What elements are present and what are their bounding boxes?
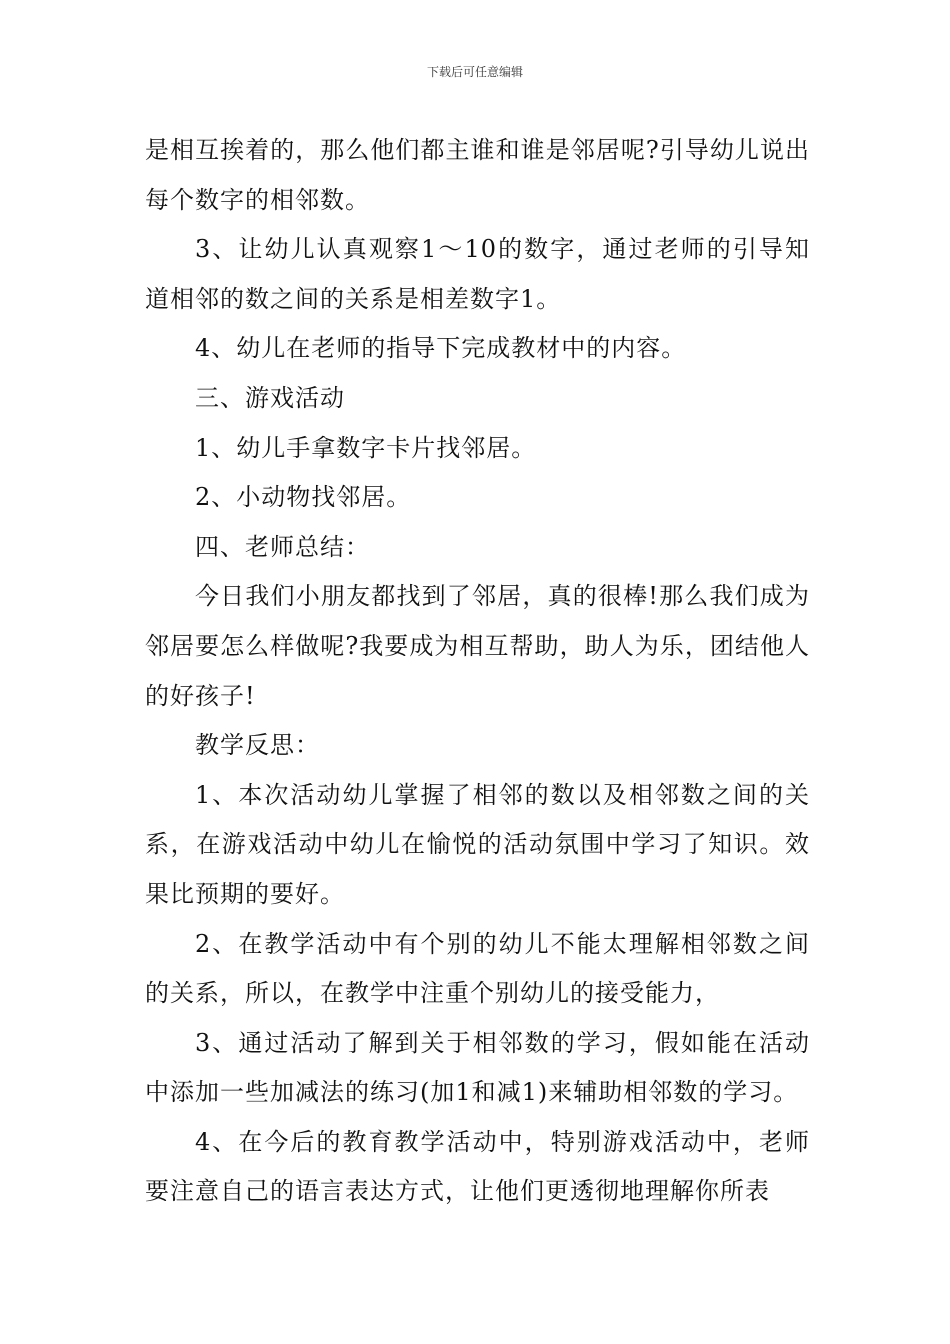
paragraph-reflection-2: 2、在教学活动中有个别的幼儿不能太理解相邻数之间的关系，所以，在教学中注重个别幼儿的接受能力，: [145, 929, 810, 1008]
section-heading-teacher-summary: 四、老师总结：: [195, 532, 370, 561]
section-heading-reflection: 教学反思：: [195, 731, 320, 760]
paragraph-reflection-3: 3、通过活动了解到关于相邻数的学习，假如能在活动中添加一些加减法的练习(加1和减1)来辅助相邻数的学习。: [145, 1028, 810, 1107]
paragraph-step-3: 3、让幼儿认真观察1～10的数字，通过老师的引导知道相邻的数之间的关系是相差数字1。: [145, 235, 810, 313]
paragraph-game-2: 2、小动物找邻居。: [195, 483, 412, 512]
page-header-note: 下载后可任意编辑: [426, 65, 523, 79]
paragraph-summary: 今日我们小朋友都找到了邻居，真的很棒!那么我们成为邻居要怎么样做呢?我要成为相互帮助，助人为乐，团结他人的好孩子!: [145, 582, 810, 710]
paragraph-reflection-1: 1、本次活动幼儿掌握了相邻的数以及相邻数之间的关系，在游戏活动中幼儿在愉悦的活动氛围中学习了知识。效果比预期的要好。: [145, 780, 810, 908]
paragraph-step-4: 4、幼儿在老师的指导下完成教材中的内容。: [195, 334, 687, 363]
paragraph-continuation: 是相互挨着的，那么他们都主谁和谁是邻居呢?引导幼儿说出每个数字的相邻数。: [145, 136, 810, 214]
document-body: [145, 126, 810, 1217]
paragraph-game-1: 1、幼儿手拿数字卡片找邻居。: [195, 433, 537, 462]
paragraph-reflection-4: 4、在今后的教育教学活动中，特别游戏活动中，老师要注意自己的语言表达方式，让他们更透彻地理解你所表: [145, 1127, 810, 1206]
section-heading-game-activity: 三、游戏活动: [195, 383, 345, 412]
